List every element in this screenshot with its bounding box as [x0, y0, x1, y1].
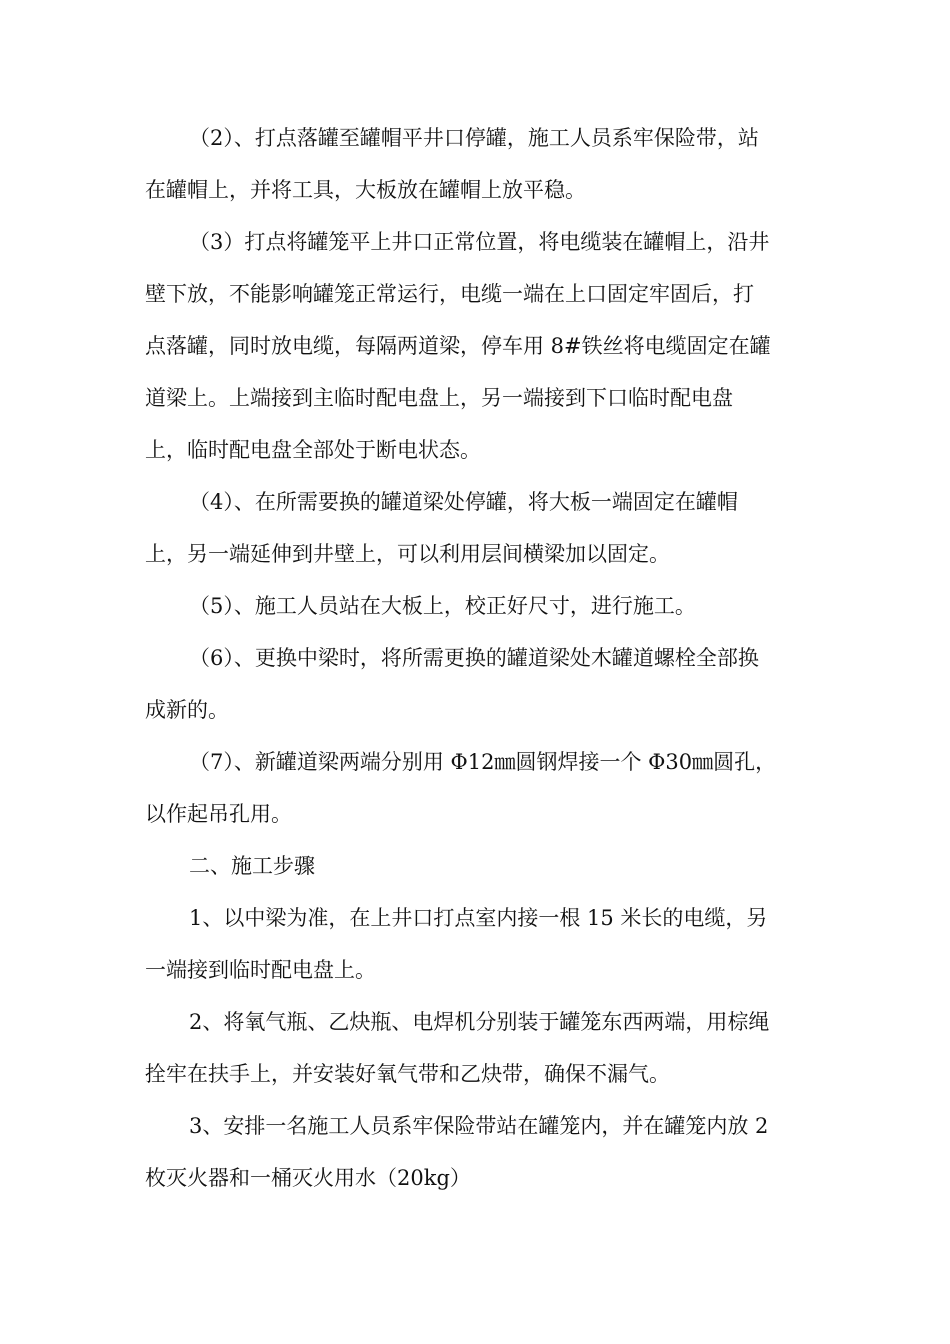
paragraph-line: 枚灭火器和一桶灭火用水（20kg） — [145, 1166, 471, 1190]
paragraph-line: 壁下放，不能影响罐笼正常运行，电缆一端在上口固定牢固后，打 — [145, 282, 754, 306]
paragraph-line: （3）打点将罐笼平上井口正常位置，将电缆装在罐帽上，沿井 — [189, 230, 770, 254]
paragraph-line: 上，另一端延伸到井壁上，可以利用层间横梁加以固定。 — [145, 542, 670, 566]
paragraph-line: 道梁上。上端接到主临时配电盘上，另一端接到下口临时配电盘 — [145, 386, 733, 410]
paragraph-line: （6）、更换中梁时，将所需更换的罐道梁处木罐道螺栓全部换 — [189, 646, 759, 670]
paragraph-line: （2）、打点落罐至罐帽平井口停罐，施工人员系牢保险带，站 — [189, 126, 759, 150]
paragraph-line: 以作起吊孔用。 — [145, 802, 292, 826]
paragraph-line: 上，临时配电盘全部处于断电状态。 — [145, 438, 481, 462]
paragraph-line: 3、安排一名施工人员系牢保险带站在罐笼内，并在罐笼内放 2 — [189, 1114, 769, 1138]
paragraph-line: （4）、在所需要换的罐道梁处停罐，将大板一端固定在罐帽 — [189, 490, 738, 514]
paragraph-line: （7）、新罐道梁两端分别用 Φ12㎜圆钢焊接一个 Φ30㎜圆孔， — [189, 750, 777, 774]
paragraph-line: 拴牢在扶手上，并安装好氧气带和乙炔带，确保不漏气。 — [145, 1062, 670, 1086]
paragraph-line: 1、以中梁为准，在上井口打点室内接一根 15 米长的电缆，另 — [189, 906, 768, 930]
paragraph-line: 点落罐，同时放电缆，每隔两道梁，停车用 8#铁丝将电缆固定在罐 — [145, 334, 771, 358]
paragraph-line: 在罐帽上，并将工具，大板放在罐帽上放平稳。 — [145, 178, 586, 202]
paragraph-line: 成新的。 — [145, 698, 229, 722]
paragraph-line: 一端接到临时配电盘上。 — [145, 958, 376, 982]
section-heading: 二、施工步骤 — [189, 854, 315, 878]
document-body — [145, 112, 810, 1204]
paragraph-line: （5）、施工人员站在大板上，校正好尺寸，进行施工。 — [189, 594, 696, 618]
paragraph-line: 2、将氧气瓶、乙炔瓶、电焊机分别装于罐笼东西两端，用棕绳 — [189, 1010, 770, 1034]
